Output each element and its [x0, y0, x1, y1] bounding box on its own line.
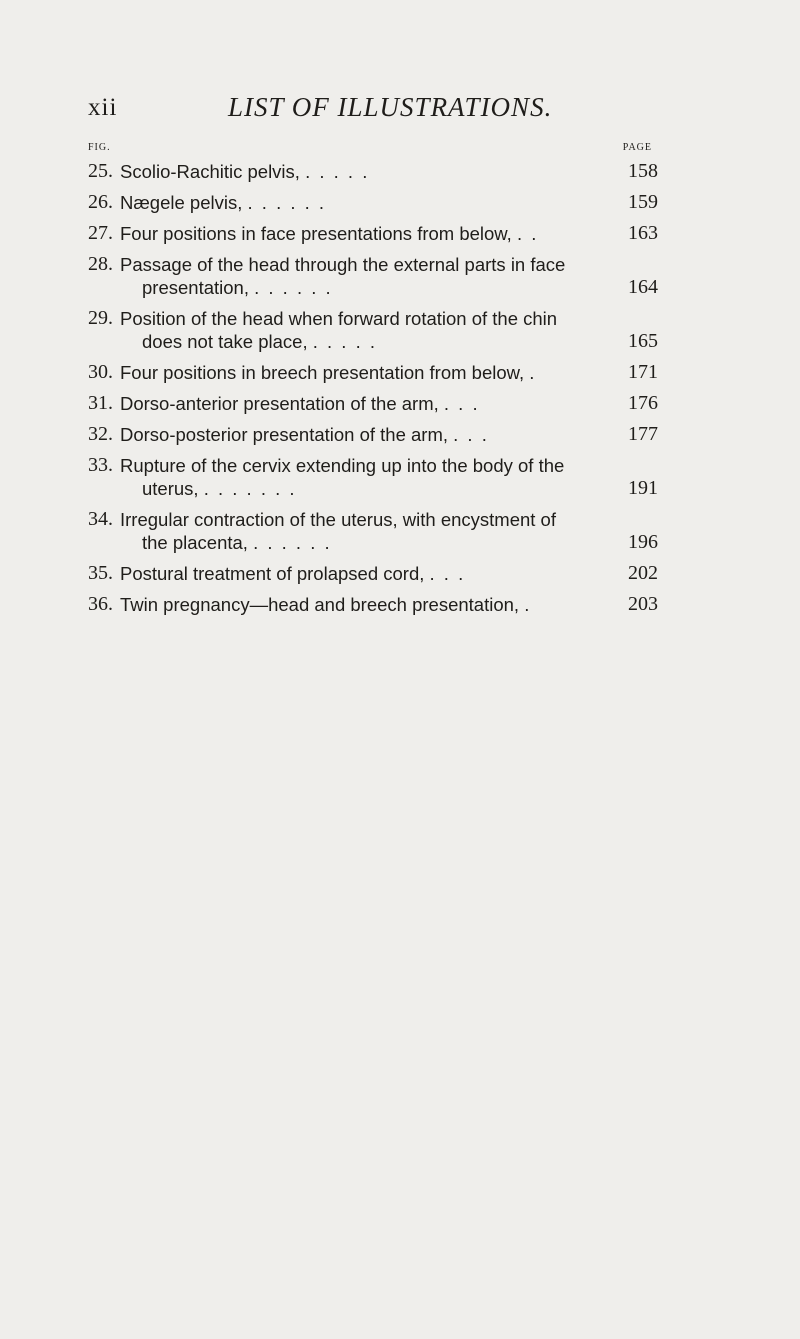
title-line-continued: [120, 477, 578, 500]
figure-number: 28.: [88, 253, 113, 275]
list-item: [88, 392, 658, 415]
page-ref: 203: [628, 593, 658, 615]
title-line-continued: [120, 531, 578, 554]
list-item: [88, 160, 658, 183]
title-line: Postural treatment of prolapsed cord,: [120, 563, 425, 584]
dot-leaders: . . . . .: [312, 331, 377, 352]
illustration-title: [120, 423, 578, 446]
figure-number: 30.: [88, 361, 113, 383]
list-item: [88, 361, 658, 384]
page-ref: 177: [628, 423, 658, 445]
illustration-title: [120, 392, 578, 415]
list-item: [88, 423, 658, 446]
list-item: [88, 593, 658, 616]
title-line: Position of the head when forward rotation of the chin: [120, 308, 558, 329]
page-ref: 196: [628, 531, 658, 553]
figure-number: 29.: [88, 307, 113, 329]
dot-leaders: . .: [516, 223, 539, 244]
illustration-title: [120, 508, 578, 554]
page-number: xii: [88, 94, 118, 121]
title-line: Passage of the head through the external parts in face: [120, 254, 566, 275]
illustration-title: [120, 191, 578, 214]
figure-number: 32.: [88, 423, 113, 445]
dot-leaders: . . .: [453, 424, 489, 445]
list-item: [88, 508, 658, 554]
list-item: [88, 253, 658, 299]
dot-leaders: . . . . . .: [253, 532, 332, 553]
page-ref: 176: [628, 392, 658, 414]
list-item: [88, 191, 658, 214]
illustration-title: [120, 307, 578, 353]
figure-number: 33.: [88, 454, 113, 476]
title-line-text: presentation,: [142, 277, 249, 298]
page-ref: 171: [628, 361, 658, 383]
figure-number: 35.: [88, 562, 113, 584]
title-line: Nægele pelvis,: [120, 192, 243, 213]
title-line: Dorso-posterior presentation of the arm,: [120, 424, 449, 445]
title-line: Four positions in breech presentation from below,: [120, 362, 525, 383]
fig-column-header: FIG.: [88, 142, 111, 153]
dot-leaders: . . . . . .: [254, 277, 333, 298]
dot-leaders: . . .: [429, 563, 466, 584]
figure-number: 25.: [88, 160, 113, 182]
dot-leaders: . . . . . .: [247, 192, 327, 213]
dot-leaders: . . . . .: [305, 161, 370, 182]
page-ref: 158: [628, 160, 658, 182]
page-ref: 164: [628, 276, 658, 298]
title-line-continued: [120, 330, 578, 353]
dot-leaders: .: [529, 362, 537, 383]
title-line-text: the placenta,: [142, 532, 248, 553]
dot-leaders: .: [524, 594, 532, 615]
illustration-title: [120, 361, 578, 384]
page-ref: 159: [628, 191, 658, 213]
illustration-title: [120, 454, 578, 500]
page-header: [88, 92, 648, 132]
figure-number: 31.: [88, 392, 113, 414]
column-headers: [88, 142, 652, 158]
title-line: Scolio-Rachitic pelvis,: [120, 161, 300, 182]
dot-leaders: . . .: [443, 393, 480, 414]
figure-number: 27.: [88, 222, 113, 244]
list-item: [88, 222, 658, 245]
illustration-title: [120, 160, 578, 183]
title-line-continued: [120, 276, 578, 299]
illustration-title: [120, 222, 578, 245]
list-item: [88, 454, 658, 500]
illustration-title: [120, 253, 578, 299]
title-line-text: uterus,: [142, 478, 199, 499]
page-ref: 202: [628, 562, 658, 584]
list-item: [88, 307, 658, 353]
illustration-title: [120, 593, 578, 616]
page-ref: 163: [628, 222, 658, 244]
page-ref: 191: [628, 477, 658, 499]
title-line: Rupture of the cervix extending up into the body of the: [120, 455, 565, 476]
title-line: Dorso-anterior presentation of the arm,: [120, 393, 439, 414]
running-title: LIST OF ILLUSTRATIONS.: [228, 92, 553, 122]
dot-leaders: . . . . . . .: [203, 478, 297, 499]
illustration-title: [120, 562, 578, 585]
list-item: [88, 562, 658, 585]
title-line: Twin pregnancy—head and breech presentation,: [120, 594, 520, 615]
illustrations-list: [88, 160, 658, 624]
title-line: Irregular contraction of the uterus, with encystment of: [120, 509, 556, 530]
page-ref: 165: [628, 330, 658, 352]
figure-number: 34.: [88, 508, 113, 530]
figure-number: 36.: [88, 593, 113, 615]
figure-number: 26.: [88, 191, 113, 213]
page-column-header: PAGE: [622, 142, 652, 153]
title-line-text: does not take place,: [142, 331, 308, 352]
title-line: Four positions in face presentations from below,: [120, 223, 512, 244]
